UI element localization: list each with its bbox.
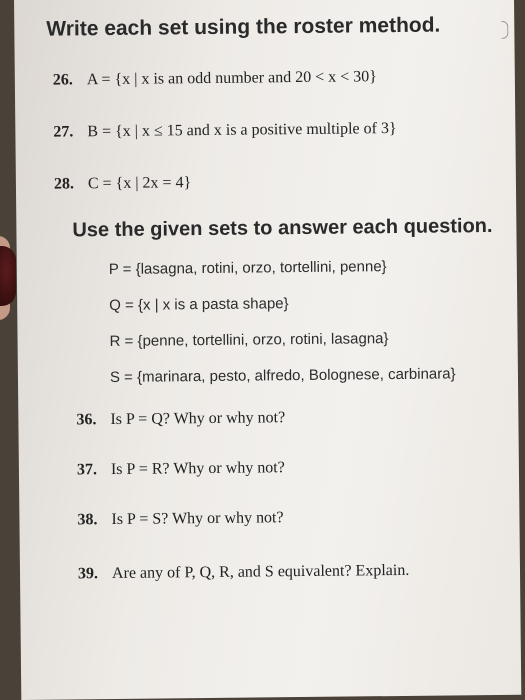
- problem-number: 36.: [76, 411, 97, 429]
- problem-text: A = {x | x is an odd number and 20 < x < 30}: [86, 68, 377, 89]
- problem-26: [53, 68, 377, 89]
- problem-number: 39.: [77, 565, 99, 583]
- problem-37: [77, 459, 285, 479]
- problem-number: 27.: [53, 123, 74, 141]
- problem-text: B = {x | x ≤ 15 and x is a positive multiple of 3}: [87, 120, 397, 141]
- problem-28: [54, 174, 191, 193]
- page-edge-mark: [501, 21, 508, 39]
- section-heading-roster: Write each set using the roster method.: [46, 13, 441, 41]
- set-p: P = {lasagna, rotini, orzo, tortellini, penne}: [108, 258, 387, 279]
- problem-39: [78, 562, 409, 583]
- problem-text: C = {x | 2x = 4}: [87, 174, 192, 193]
- set-q: Q = {x | x is a pasta shape}: [109, 295, 289, 315]
- problem-number: 38.: [77, 511, 98, 529]
- problem-text: Is P = Q? Why or why not?: [110, 409, 286, 429]
- set-s: S = {marinara, pesto, alfredo, Bolognese, carbinara}: [109, 365, 456, 387]
- problem-text: Are any of P, Q, R, and S equivalent? Explain.: [111, 561, 410, 583]
- section-heading-given-sets: Use the given sets to answer each question.: [72, 215, 493, 242]
- problem-number: 37.: [76, 461, 98, 479]
- fingernail: [0, 246, 16, 306]
- problem-36: [76, 409, 285, 429]
- problem-38: [77, 509, 283, 529]
- worksheet-page: [14, 0, 521, 700]
- problem-27: [53, 120, 396, 142]
- problem-text: Is P = R? Why or why not?: [110, 459, 285, 479]
- problem-text: Is P = S? Why or why not?: [111, 509, 284, 529]
- problem-number: 28.: [53, 175, 75, 193]
- set-r: R = {penne, tortellini, orzo, rotini, lasagna}: [109, 330, 389, 351]
- problem-number: 26.: [52, 71, 73, 89]
